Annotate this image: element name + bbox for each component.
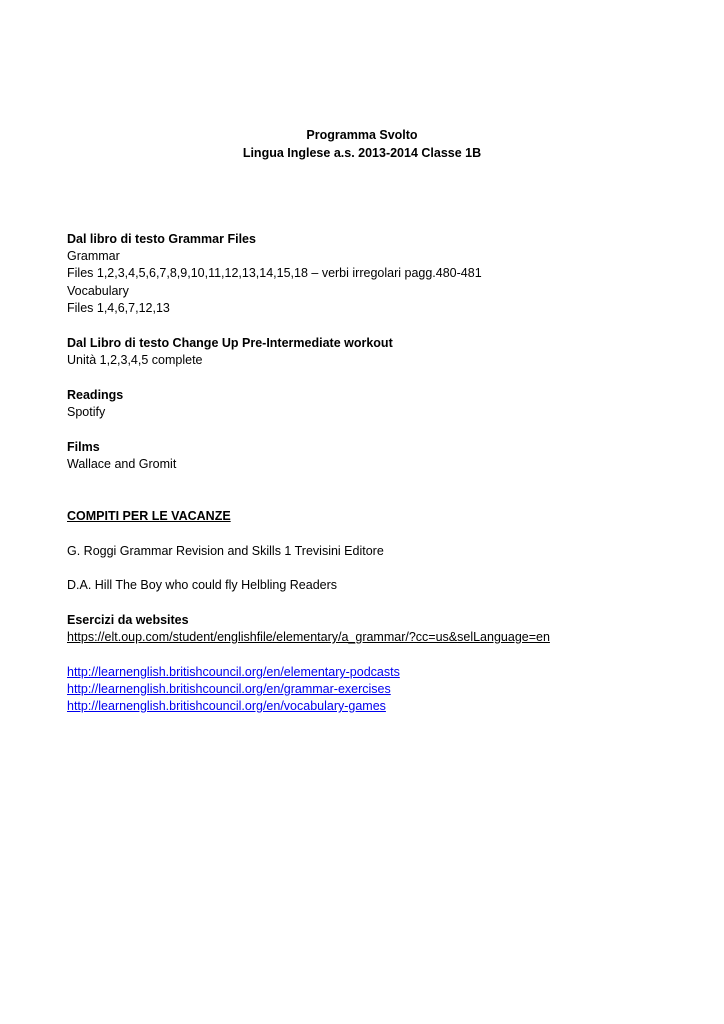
vacanze-item-1: G. Roggi Grammar Revision and Skills 1 Trevisini Editore bbox=[67, 544, 384, 558]
websites-heading: Esercizi da websites bbox=[67, 613, 189, 627]
grammar-label: Grammar bbox=[67, 249, 120, 263]
vacanze-item-2: D.A. Hill The Boy who could fly Helbling Readers bbox=[67, 578, 338, 592]
vocabulary-games-link[interactable]: http://learnenglish.britishcouncil.org/en/vocabulary-games bbox=[67, 699, 386, 713]
films-heading: Films bbox=[67, 440, 100, 454]
readings-content: Spotify bbox=[67, 405, 106, 419]
vacanze-heading: COMPITI PER LE VACANZE bbox=[67, 509, 231, 523]
link-row-1 bbox=[67, 664, 400, 681]
readings-heading: Readings bbox=[67, 388, 124, 402]
document-title: Programma Svolto bbox=[306, 128, 418, 142]
change-up-heading: Dal Libro di testo Change Up Pre-Intermediate workout bbox=[67, 336, 393, 350]
link-row-2 bbox=[67, 681, 391, 698]
oup-grammar-link[interactable]: https://elt.oup.com/student/englishfile/elementary/a_grammar/?cc=us&selLanguage=en bbox=[67, 630, 550, 644]
document-subtitle: Lingua Inglese a.s. 2013-2014 Classe 1B bbox=[242, 146, 482, 160]
oup-link-wrapper bbox=[67, 629, 550, 646]
link-row-3 bbox=[67, 698, 386, 715]
grammar-content: Files 1,2,3,4,5,6,7,8,9,10,11,12,13,14,15,18 – verbi irregolari pagg.480-481 bbox=[67, 266, 482, 280]
vocabulary-label: Vocabulary bbox=[67, 284, 129, 298]
grammar-files-heading: Dal libro di testo Grammar Files bbox=[67, 232, 256, 246]
films-content: Wallace and Gromit bbox=[67, 457, 177, 471]
change-up-content: Unità 1,2,3,4,5 complete bbox=[67, 353, 203, 367]
vocabulary-content: Files 1,4,6,7,12,13 bbox=[67, 301, 170, 315]
elementary-podcasts-link[interactable]: http://learnenglish.britishcouncil.org/en/elementary-podcasts bbox=[67, 665, 400, 679]
grammar-exercises-link[interactable]: http://learnenglish.britishcouncil.org/en/grammar-exercises bbox=[67, 682, 391, 696]
